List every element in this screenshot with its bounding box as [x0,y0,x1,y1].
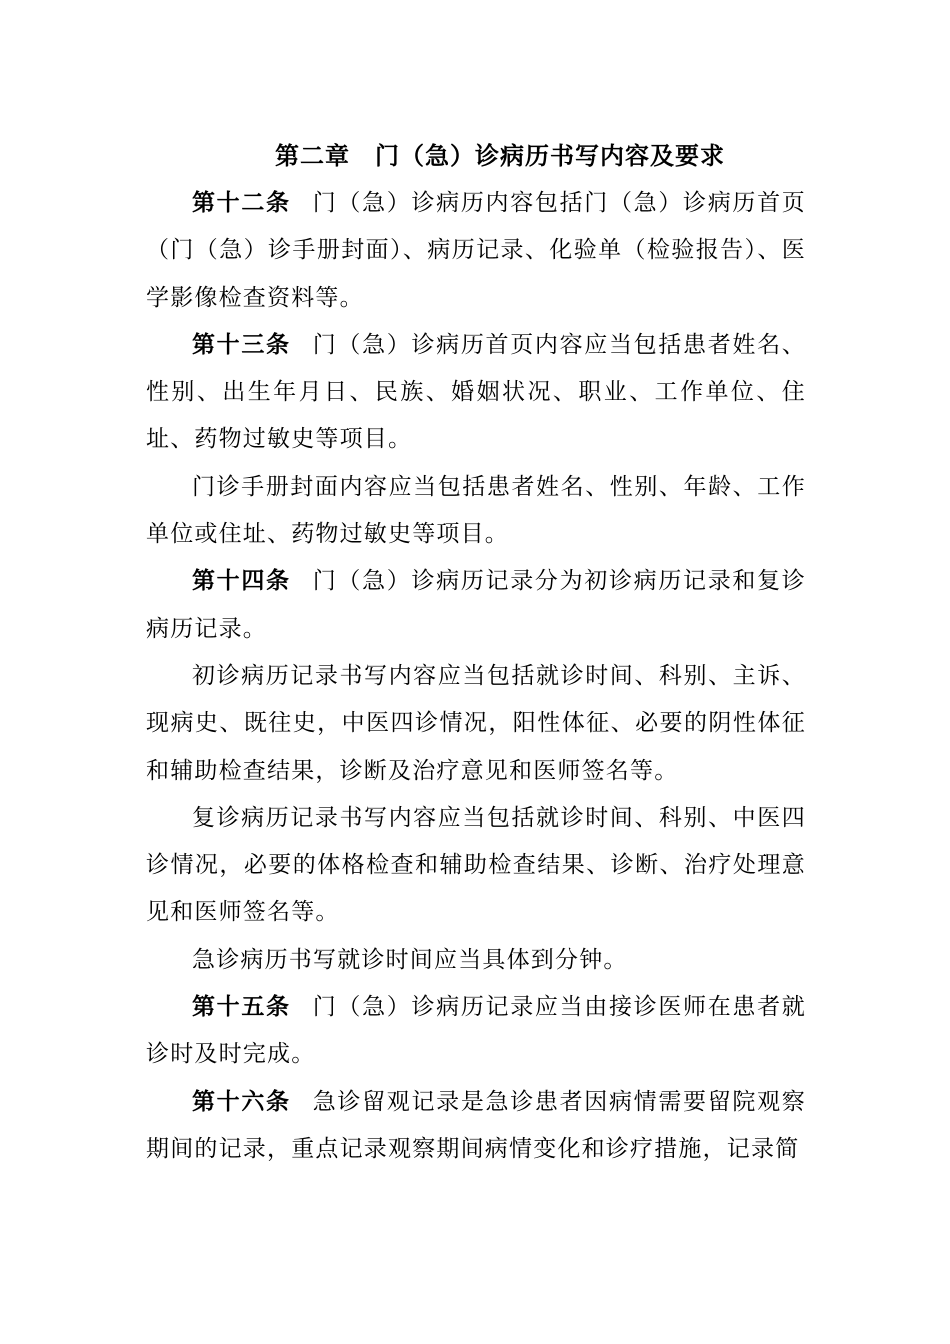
emergency-time-text: 急诊病历书写就诊时间应当具体到分钟。 [192,946,628,973]
article-13-label: 第十三条 [192,331,291,358]
article-12-paragraph [146,180,806,322]
initial-visit-paragraph [146,653,806,795]
article-12-label: 第十二条 [192,190,291,216]
article-15-text: 门（急）诊病历记录应当由接诊医师在患者就诊时及时完成。 [146,994,806,1068]
initial-visit-text: 初诊病历记录书写内容应当包括就诊时间、科别、主诉、现病史、既往史，中医四诊情况，阳性体征、必要的阴性体征和辅助检查结果，诊断及治疗意见和医师签名等。 [146,662,806,784]
chapter-title: 第二章 门（急）诊病历书写内容及要求 [275,142,725,170]
article-13-text: 门（急）诊病历首页内容应当包括患者姓名、性别、出生年月日、民族、婚姻状况、职业、工作单位、住址、药物过敏史等项目。 [146,331,806,453]
outpatient-booklet-paragraph [146,464,806,559]
article-13-paragraph [146,322,806,464]
outpatient-booklet-text: 门诊手册封面内容应当包括患者姓名、性别、年龄、工作单位或住址、药物过敏史等项目。 [146,473,806,548]
article-16-text: 急诊留观记录是急诊患者因病情需要留院观察期间的记录，重点记录观察期间病情变化和诊疗措施，记录简 [146,1088,806,1162]
article-12-text: 门（急）诊病历内容包括门（急）诊病历首页（门（急）诊手册封面）、病历记录、化验单（检验报告）、医学影像检查资料等。 [146,190,806,311]
article-16-paragraph [146,1079,806,1174]
document-body [146,180,806,1173]
follow-up-visit-paragraph [146,795,806,937]
article-16-label: 第十六条 [192,1088,291,1115]
article-15-paragraph [146,984,806,1079]
article-14-label: 第十四条 [192,568,291,595]
article-14-text: 门（急）诊病历记录分为初诊病历记录和复诊病历记录。 [146,568,806,642]
follow-up-visit-text: 复诊病历记录书写内容应当包括就诊时间、科别、中医四诊情况，必要的体格检查和辅助检查结果、诊断、治疗处理意见和医师签名等。 [146,804,806,926]
article-15-label: 第十五条 [192,994,291,1021]
emergency-time-paragraph [146,937,806,984]
article-14-paragraph [146,558,806,653]
